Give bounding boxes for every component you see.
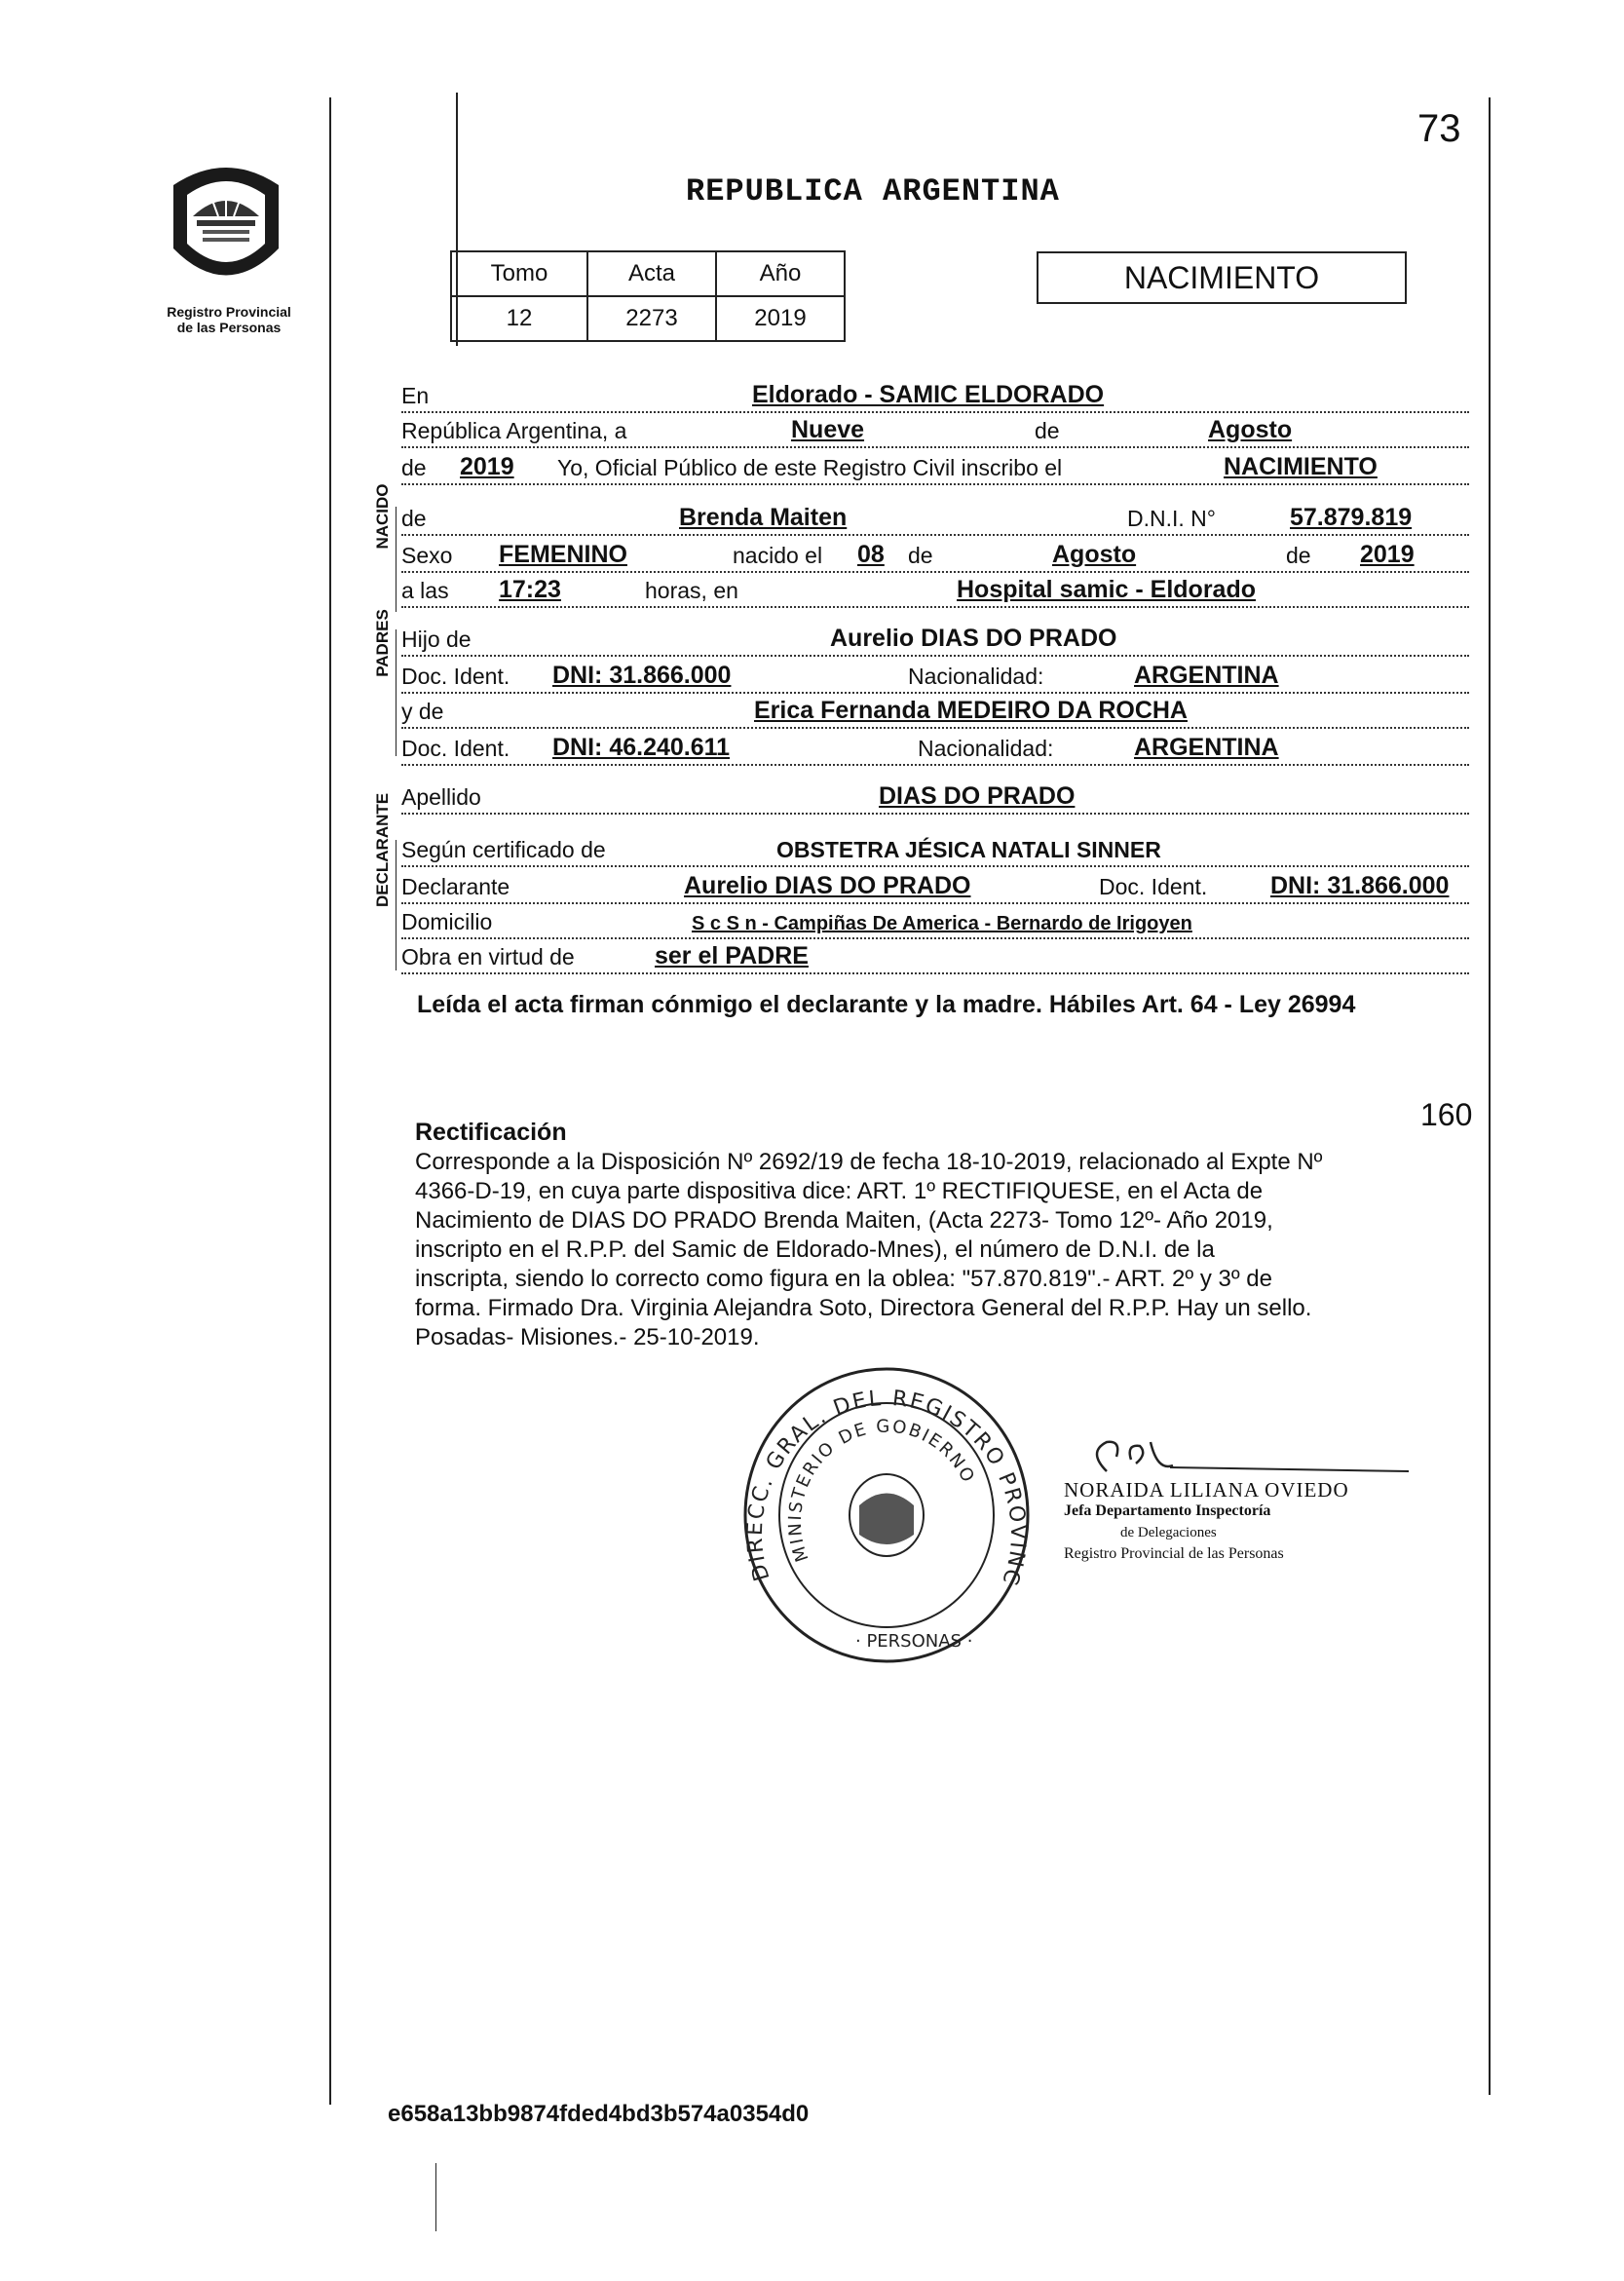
province-logo [164, 156, 288, 290]
value-obra: ser el PADRE [655, 942, 809, 969]
signatory-title-3: Registro Provincial de las Personas [1064, 1545, 1284, 1562]
value-sexo: FEMENINO [499, 541, 627, 568]
row-nacido-sexo [401, 542, 1469, 573]
row-domicilio [401, 908, 1469, 939]
signature-block [1064, 1479, 1385, 1565]
official-stamp [740, 1364, 1033, 1666]
row-obra [401, 943, 1469, 974]
value-year: 2019 [460, 453, 514, 480]
svg-text:· PERSONAS ·: · PERSONAS · [855, 1631, 973, 1652]
row-republica [401, 417, 1469, 448]
value-domicilio: S c S n - Campiñas De America - Bernardo de Irigoyen [692, 913, 1192, 934]
nacido-bracket-line [396, 507, 397, 612]
rectificacion-number: 160 [1420, 1097, 1473, 1132]
row-year [401, 454, 1469, 485]
label-domicilio: Domicilio [401, 909, 493, 934]
value-father: Aurelio DIAS DO PRADO [830, 625, 1117, 652]
value-day: Nueve [791, 416, 865, 443]
signatory-title-1: Jefa Departamento Inspectoría [1064, 1502, 1271, 1519]
logo-caption-line2: de las Personas [176, 320, 282, 335]
acta-value-acta: 2273 [587, 296, 716, 341]
row-en [401, 382, 1469, 413]
rectificacion-line: Posadas- Misiones.- 25-10-2019. [415, 1324, 760, 1350]
value-month: Agosto [1208, 416, 1293, 443]
value-record-type: NACIMIENTO [1224, 453, 1378, 480]
row-certificado [401, 836, 1469, 867]
bottom-mark-line [435, 2163, 436, 2231]
padres-bracket-line [396, 629, 397, 756]
page-number: 73 [1417, 107, 1461, 150]
value-place: Hospital samic - Eldorado [957, 576, 1257, 603]
acta-header-tomo: Tomo [451, 251, 587, 296]
label-father-doc: Doc. Ident. [401, 664, 510, 689]
svg-text:MINISTERIO DE GOBIERNO: MINISTERIO DE GOBIERNO [784, 1416, 979, 1565]
label-en: En [401, 383, 430, 408]
declarante-bracket-line [396, 840, 397, 970]
label-sexo: Sexo [401, 543, 453, 568]
row-nacido-name [401, 505, 1469, 536]
row-padres-father-doc [401, 663, 1469, 694]
rectificacion-line: 4366-D-19, en cuya parte dispositiva dice: ART. 1º RECTIFIQUESE, en el Acta de [415, 1178, 1264, 1204]
row-declarante [401, 873, 1469, 904]
row-padres-mother [401, 698, 1469, 729]
stamp-seal-icon [740, 1364, 1033, 1666]
signatory-title-2: de Delegaciones [1120, 1525, 1217, 1540]
value-declarante: Aurelio DIAS DO PRADO [684, 872, 971, 899]
acta-table-value-row [451, 296, 845, 341]
value-mother-doc: DNI: 46.240.611 [552, 734, 731, 761]
value-declarante-doc: DNI: 31.866.000 [1270, 872, 1450, 899]
label-alas: a las [401, 578, 449, 603]
rectificacion-line: Corresponde a la Disposición Nº 2692/19 de fecha 18-10-2019, relacionado al Expte Nº [415, 1149, 1323, 1175]
leida-statement: Leída el acta firman cónmigo el declarante y la madre. Hábiles Art. 64 - Ley 26994 [417, 991, 1356, 1018]
value-certificado: OBSTETRA JÉSICA NATALI SINNER [776, 837, 1161, 862]
label-apellido: Apellido [401, 784, 481, 810]
text-oficial: Yo, Oficial Público de este Registro Civil inscribo el [557, 455, 1063, 480]
rectificacion-line: forma. Firmado Dra. Virginia Alejandra Soto, Directora General del R.P.P. Hay un sello. [415, 1295, 1312, 1321]
value-en: Eldorado - SAMIC ELDORADO [752, 381, 1105, 408]
label-de-month: de [1035, 418, 1060, 443]
acta-header-anio: Año [716, 251, 845, 296]
row-padres-father [401, 626, 1469, 657]
acta-value-tomo: 12 [451, 296, 587, 341]
label-dni: D.N.I. N° [1127, 506, 1216, 531]
label-declarante: Declarante [401, 874, 510, 899]
label-horas: horas, en [645, 578, 738, 603]
left-border-line [329, 97, 331, 2105]
label-segun: Según certificado de [401, 837, 606, 862]
section-label-declarante: DECLARANTE [373, 792, 392, 907]
label-mother-nat: Nacionalidad: [918, 736, 1054, 761]
value-mother-nat: ARGENTINA [1134, 734, 1279, 761]
rectificacion-title: Rectificación [415, 1119, 567, 1146]
logo-caption-line1: Registro Provincial [167, 304, 291, 320]
logo-caption [146, 304, 312, 335]
row-apellido [401, 783, 1469, 815]
value-father-nat: ARGENTINA [1134, 662, 1279, 689]
label-father-nat: Nacionalidad: [908, 664, 1044, 689]
acta-table-header-row [451, 251, 845, 296]
acta-table [450, 250, 846, 342]
value-birth-month: Agosto [1052, 541, 1137, 568]
section-label-nacido: NACIDO [373, 483, 392, 550]
row-padres-mother-doc [401, 735, 1469, 766]
value-time: 17:23 [499, 576, 561, 603]
right-border-line [1489, 97, 1491, 2095]
label-de-name: de [401, 506, 427, 531]
document-hash: e658a13bb9874fded4bd3b574a0354d0 [388, 2101, 810, 2127]
signatory-name: NORAIDA LILIANA OVIEDO [1064, 1478, 1349, 1502]
value-birth-year: 2019 [1360, 541, 1415, 568]
label-yde: y de [401, 699, 444, 724]
rectificacion-text [415, 1148, 1483, 1352]
value-mother: Erica Fernanda MEDEIRO DA ROCHA [754, 697, 1188, 724]
value-birth-day: 08 [857, 541, 885, 568]
label-nacido: nacido el [733, 543, 823, 568]
label-de-year: de [401, 455, 427, 480]
record-type-box: NACIMIENTO [1037, 251, 1407, 304]
value-father-doc: DNI: 31.866.000 [552, 662, 732, 689]
label-de-1: de [908, 543, 933, 568]
province-seal-icon [164, 156, 288, 290]
rectificacion-line: inscripta, siendo lo correcto como figura en la oblea: "57.870.819".- ART. 2º y 3º de [415, 1266, 1272, 1292]
value-apellido: DIAS DO PRADO [879, 782, 1076, 810]
label-hijo: Hijo de [401, 627, 472, 652]
document-title: REPUBLICA ARGENTINA [686, 173, 1060, 209]
value-dni: 57.879.819 [1290, 504, 1413, 531]
label-mother-doc: Doc. Ident. [401, 736, 510, 761]
label-declarante-doc: Doc. Ident. [1099, 874, 1208, 899]
acta-value-anio: 2019 [716, 296, 845, 341]
rectificacion-line: inscripto en el R.P.P. del Samic de Eldorado-Mnes), el número de D.N.I. de la [415, 1236, 1215, 1263]
svg-text:DIRECC. GRAL. DEL REGISTRO PRO: DIRECC. GRAL. DEL REGISTRO PROVINC [742, 1386, 1031, 1590]
section-label-padres: PADRES [373, 609, 392, 677]
value-name: Brenda Maiten [679, 504, 848, 531]
label-de-2: de [1286, 543, 1311, 568]
rectificacion-line: Nacimiento de DIAS DO PRADO Brenda Maiten, (Acta 2273- Tomo 12º- Año 2019, [415, 1207, 1273, 1234]
label-republica: República Argentina, a [401, 418, 627, 443]
acta-header-acta: Acta [587, 251, 716, 296]
label-obra: Obra en virtud de [401, 944, 575, 969]
row-nacido-hora [401, 577, 1469, 608]
